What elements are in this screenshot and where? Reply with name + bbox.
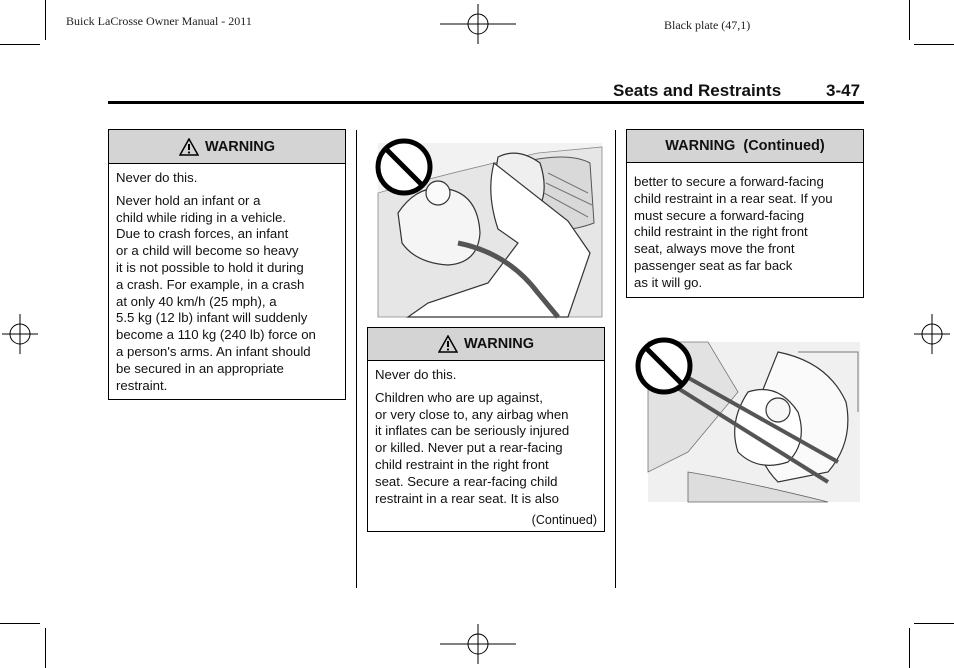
warning-line: passenger seat as far back: [634, 257, 793, 273]
warning-line: be secured in an appropriate: [116, 360, 284, 376]
crop-mark: [914, 44, 954, 45]
warning-body: [627, 163, 863, 292]
warning-line: must secure a forward-facing: [634, 207, 805, 223]
crop-mark: [909, 0, 910, 40]
warning-line: Never hold an infant or a: [116, 192, 261, 208]
warning-line: child while riding in a vehicle.: [116, 209, 287, 225]
warning-box-continued: [626, 129, 864, 298]
registration-mark: [440, 624, 516, 664]
illustration-rear-facing-seat: [628, 332, 862, 504]
plate-label: Black plate (47,1): [664, 18, 751, 32]
warning-line: at only 40 km/h (25 mph), a: [116, 293, 277, 309]
warning-header: [627, 130, 863, 163]
warning-triangle-icon: [438, 335, 458, 353]
crop-mark: [909, 628, 910, 668]
warning-box-airbag: [367, 327, 605, 532]
crop-mark: [0, 44, 40, 45]
header-rule: [108, 101, 864, 104]
warning-triangle-icon: [179, 138, 199, 156]
manual-title: Buick LaCrosse Owner Manual - 2011: [66, 14, 252, 28]
warning-box-infant: [108, 129, 346, 400]
warning-line: seat. Secure a rear-facing child: [375, 473, 558, 489]
warning-line: restraint in a rear seat. It is also: [375, 490, 559, 506]
warning-header: [368, 328, 604, 361]
crop-mark: [45, 628, 46, 668]
warning-title: WARNING: [463, 336, 535, 352]
warning-line: seat, always move the front: [634, 241, 795, 257]
warning-line: it is not possible to hold it during: [116, 259, 304, 275]
warning-line: better to secure a forward-facing: [634, 174, 824, 189]
warning-line: or a child will become so heavy: [116, 243, 299, 259]
warning-line: a crash. For example, in a crash: [116, 276, 305, 292]
column-divider: [615, 130, 616, 588]
registration-mark: [914, 314, 950, 354]
warning-line: it inflates can be seriously injured: [375, 423, 570, 439]
column-divider: [356, 130, 357, 588]
illustration-holding-infant: [368, 133, 604, 319]
warning-line: 5.5 kg (12 lb) infant will suddenly: [116, 310, 308, 326]
registration-mark: [2, 314, 38, 354]
continued-label: (Continued): [531, 513, 597, 528]
warning-line: become a 110 kg (240 lb) force on: [116, 327, 316, 343]
crop-mark: [45, 0, 46, 40]
warning-line: child restraint in the right front: [375, 456, 549, 472]
page-number: 3-47: [826, 81, 861, 100]
warning-lead: Never do this.: [375, 367, 457, 382]
warning-title: WARNING (Continued): [665, 138, 825, 154]
warning-line: or very close to, any airbag when: [375, 406, 569, 422]
registration-mark: [440, 4, 516, 44]
warning-line: as it will go.: [634, 274, 703, 290]
warning-line: restraint.: [116, 377, 168, 393]
warning-body: [109, 164, 345, 394]
warning-lead: Never do this.: [116, 170, 198, 185]
warning-line: child restraint in the right front: [634, 224, 808, 240]
warning-body: [368, 361, 604, 529]
warning-title: WARNING: [204, 138, 276, 155]
crop-mark: [0, 623, 40, 624]
crop-mark: [914, 623, 954, 624]
warning-line: or killed. Never put a rear-facing: [375, 440, 563, 456]
warning-header: [109, 130, 345, 164]
warning-line: Due to crash forces, an infant: [116, 226, 289, 242]
warning-line: child restraint in a rear seat. If you: [634, 190, 833, 206]
warning-line: Children who are up against,: [375, 389, 543, 405]
warning-line: a person's arms. An infant should: [116, 343, 311, 359]
section-title: Seats and Restraints: [613, 81, 782, 100]
